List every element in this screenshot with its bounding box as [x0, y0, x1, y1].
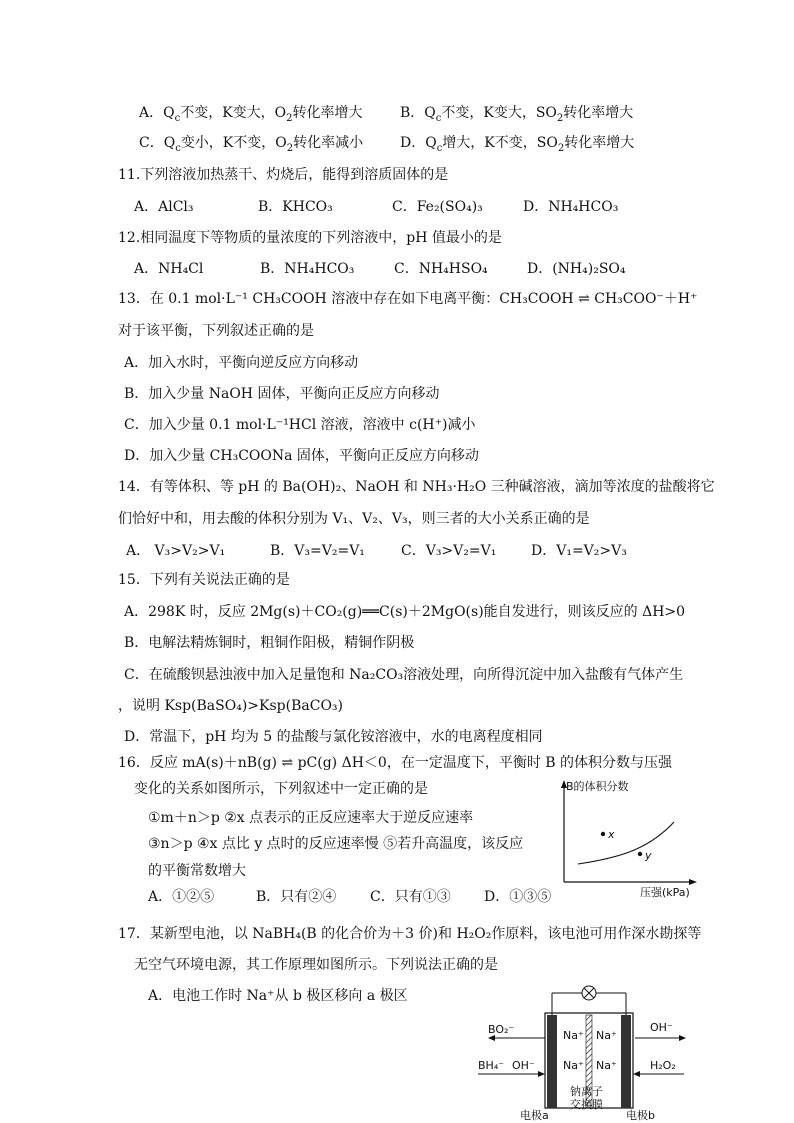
q10-option-d: D．$Q_c$增大，K不变，$SO_2$转化率增大 — [400, 135, 635, 154]
x-axis-arrow — [689, 879, 697, 885]
arrow-oh-right-head — [679, 1035, 686, 1041]
q15-option-c-line1: C．在硫酸钡悬浊液中加入足量饱和 Na₂CO₃溶液处理，向所得沉淀中加入盐酸有气体产生 — [124, 667, 684, 683]
arrow-h2o2-head — [633, 1071, 640, 1077]
arrow-bh4-head — [538, 1071, 545, 1077]
q14-option-b: B．V₃=V₂=V₁ — [270, 543, 365, 559]
q16-option-c: C．只有①③ — [370, 889, 451, 905]
q17-stem-line1: 17．某新型电池，以 NaBH₄(B 的化合价为＋3 价)和 H₂O₂作原料，该电池可用作深水勘探等 — [118, 926, 702, 942]
q13-option-a: A．加入水时，平衡向逆反应方向移动 — [124, 355, 359, 371]
point-x-label: x — [608, 828, 615, 841]
q16-option-b: B．只有②④ — [256, 889, 337, 905]
q16-option-d: D．①③⑤ — [484, 889, 552, 905]
q13-stem-line1: 13．在 0.1 mol·L⁻¹ CH₃COOH 溶液中存在如下电离平衡：CH₃COOH ⇌ CH₃COO⁻＋H⁺ — [118, 291, 698, 307]
electrode-b-plate — [621, 1015, 631, 1108]
q11-option-a: A．AlCl₃ — [134, 199, 194, 215]
q16-statement-2: ③n＞p ④x 点比 y 点时的反应速率慢 ⑤若升高温度，该反应 — [148, 836, 524, 852]
q11-stem: 11.下列溶液加热蒸干、灼烧后，能得到溶质固体的是 — [118, 167, 449, 183]
q15-option-a: A．298K 时，反应 2Mg(s)＋CO₂(g)══C(s)＋2MgO(s)能自发进行，则该反应的 ΔH>0 — [124, 604, 686, 620]
point-y — [638, 852, 642, 856]
q16-statement-1: ①m＋n＞p ②x 点表示的正反应速率大于逆反应速率 — [148, 810, 474, 826]
label-bh4: BH₄⁻ — [478, 1059, 505, 1072]
q17-option-a: A．电池工作时 Na⁺从 b 极区移向 a 极区 — [148, 988, 408, 1004]
q12-option-c: C．NH₄HSO₄ — [394, 261, 488, 277]
q10-option-a: A．$Q_c$不变，K变大，$O_2$转化率增大 — [139, 105, 363, 124]
q14-stem-line1: 14．有等体积、等 pH 的 Ba(OH)₂、NaOH 和 NH₃·H₂O 三种碱溶液，滴加等浓度的盐酸将它 — [118, 479, 715, 495]
q14-option-a: A． V₃>V₂>V₁ — [126, 543, 226, 559]
point-x — [601, 832, 605, 836]
q11-option-b: B．KHCO₃ — [258, 199, 333, 215]
q16-option-a: A．①②⑤ — [148, 889, 215, 905]
label-membrane-1: 钠离子 — [570, 1085, 603, 1098]
label-na-4: Na⁺ — [596, 1059, 617, 1072]
q15-option-c-line2: ，说明 Ksp(BaSO₄)>Ksp(BaCO₃) — [118, 698, 343, 714]
q16-stem-line2: 变化的关系如图所示，下列叙述中一定正确的是 — [134, 781, 428, 797]
label-electrode-a: 电极a — [520, 1109, 549, 1122]
q13-option-d: D．加入少量 CH₃COONa 固体，平衡向正反应方向移动 — [124, 448, 479, 464]
q16-statement-3: 的平衡常数增大 — [148, 863, 246, 879]
q17-stem-line2: 无空气环境电源，其工作原理如图所示。下列说法正确的是 — [134, 957, 498, 973]
label-oh-left: OH⁻ — [512, 1059, 535, 1072]
electrode-a-plate — [547, 1015, 557, 1108]
q15-option-b: B．电解法精炼铜时，粗铜作阳极，精铜作阴极 — [124, 635, 415, 651]
q14-stem-line2: 们恰好中和，用去酸的体积分别为 V₁、V₂、V₃，则三者的大小关系正确的是 — [118, 511, 590, 527]
label-electrode-b: 电极b — [626, 1109, 655, 1122]
q15-option-d: D．常温下，pH 均为 5 的盐酸与氯化铵溶液中，水的电离程度相同 — [124, 729, 543, 745]
q16-stem-line1: 16．反应 mA(s)＋nB(g) ⇌ pC(g) ΔH＜0，在一定温度下，平衡时 B 的体积分数与压强 — [118, 755, 673, 771]
curve — [578, 822, 674, 864]
q11-option-d: D．NH₄HCO₃ — [523, 199, 619, 215]
label-na-3: Na⁺ — [563, 1059, 584, 1072]
q14-option-c: C．V₃>V₂=V₁ — [401, 543, 497, 559]
label-oh-right: OH⁻ — [650, 1021, 673, 1034]
label-na-2: Na⁺ — [596, 1029, 617, 1042]
q11-option-c: C．Fe₂(SO₄)₃ — [392, 199, 483, 215]
q13-option-c: C．加入少量 0.1 mol·L⁻¹HCl 溶液，溶液中 c(H⁺)减小 — [124, 417, 476, 433]
q13-option-b: B．加入少量 NaOH 固体，平衡向正反应方向移动 — [124, 386, 440, 402]
x-axis-label: 压强(kPa) — [640, 886, 690, 898]
q12-option-b: B．NH₄HCO₃ — [260, 261, 355, 277]
q17-battery-diagram — [470, 983, 692, 1123]
q12-option-d: D．(NH₄)₂SO₄ — [527, 261, 626, 277]
q12-stem: 12.相同温度下等物质的量浓度的下列溶液中，pH 值最小的是 — [118, 230, 502, 246]
label-h2o2: H₂O₂ — [650, 1059, 676, 1072]
label-membrane-2: 交换膜 — [570, 1098, 603, 1111]
q10-option-c: C．$Q_c$变小，K不变，$O_2$转化率减小 — [139, 135, 364, 154]
point-y-label: y — [645, 849, 652, 862]
q16-figure — [548, 778, 698, 898]
label-na-1: Na⁺ — [563, 1029, 584, 1042]
q12-option-a: A．NH₄Cl — [134, 261, 204, 277]
y-axis-label: B的体积分数 — [566, 780, 629, 793]
label-bo2: BO₂⁻ — [488, 1023, 515, 1036]
q14-option-d: D．V₁=V₂>V₃ — [531, 543, 627, 559]
q15-stem: 15．下列有关说法正确的是 — [118, 572, 290, 588]
q10-option-b: B．$Q_c$不变，K变大，$SO_2$转化率增大 — [400, 105, 634, 124]
q13-stem-line2: 对于该平衡，下列叙述正确的是 — [118, 323, 314, 339]
